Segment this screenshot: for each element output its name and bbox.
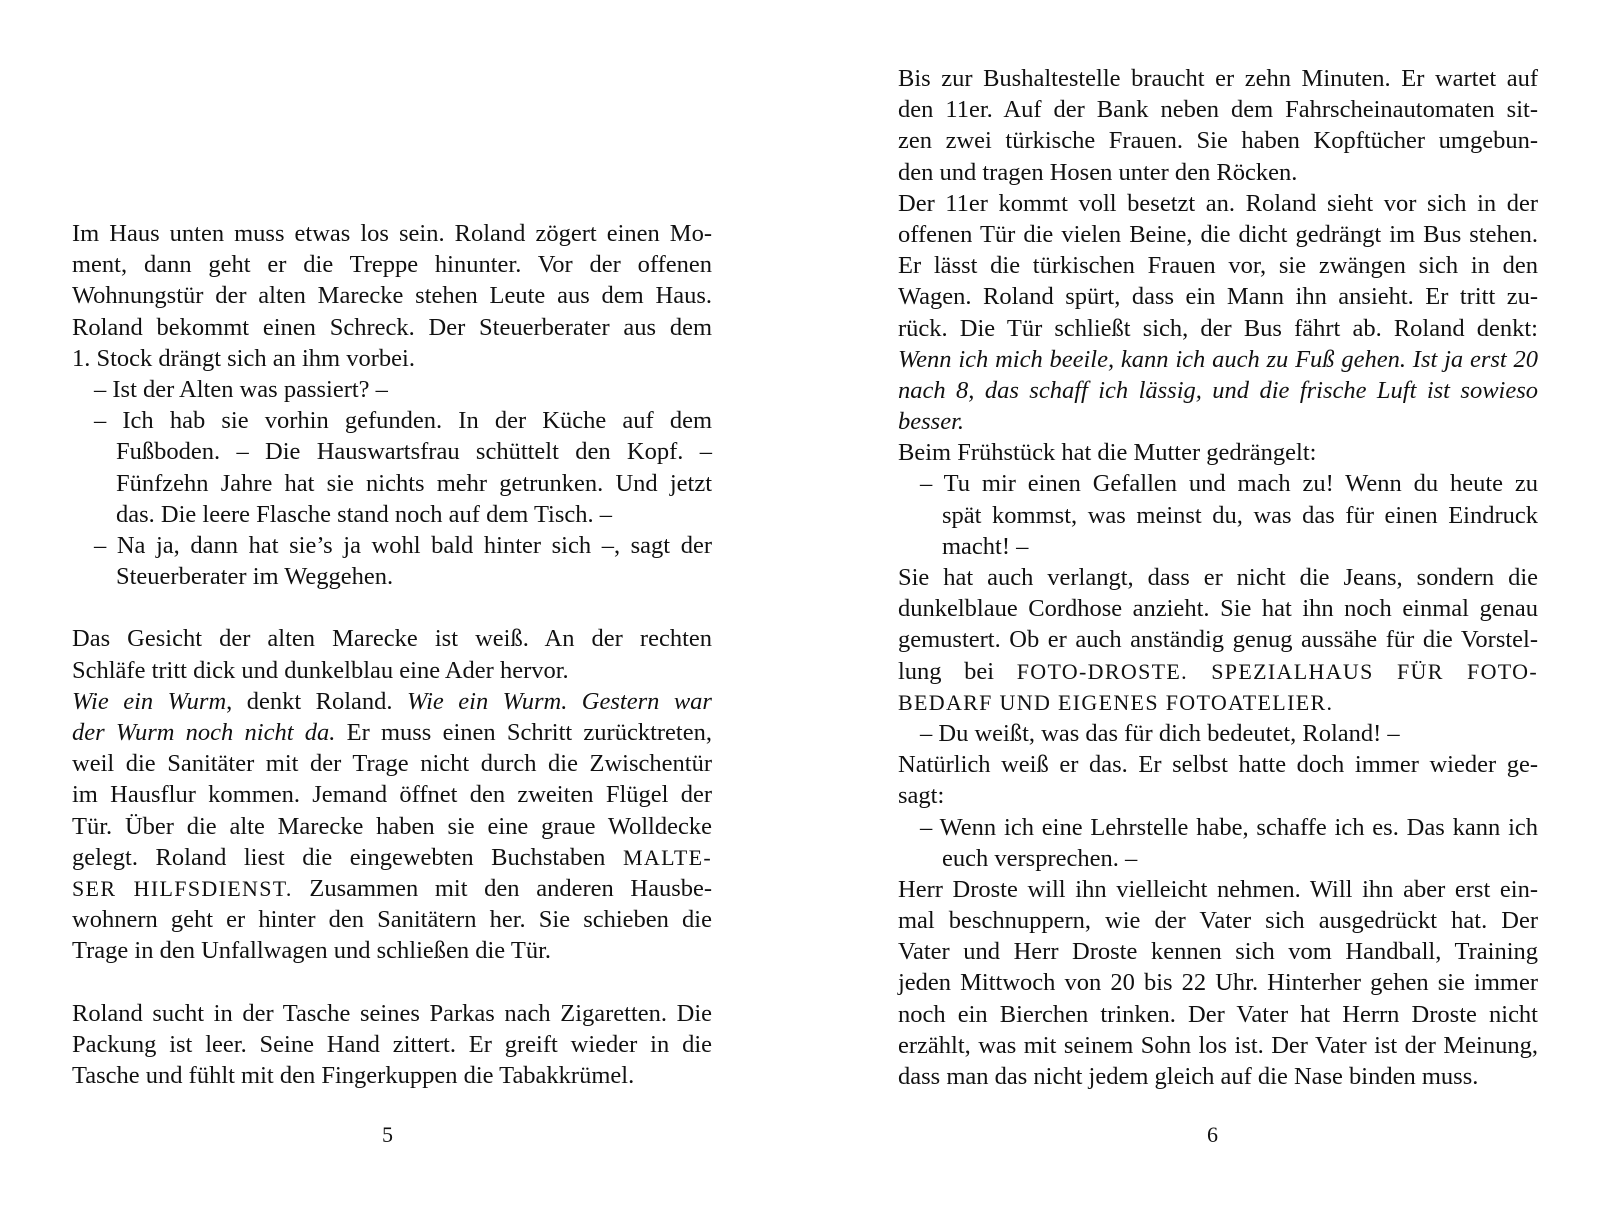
- page-number: 6: [1207, 1122, 1218, 1147]
- italic-text: Wie ein Wurm: [72, 687, 227, 715]
- text-line: Im Haus unten muss etwas los sein. Roland zögert einen Mo-: [72, 220, 712, 247]
- text-line: – Ich hab sie vorhin gefunden. In der Küche auf dem: [94, 407, 712, 435]
- text-line: zen zwei türkische Frauen. Sie haben Kopftücher umgebun-: [898, 127, 1538, 155]
- text-line: macht! –: [942, 532, 1029, 560]
- text-line: mal beschnuppern, wie der Vater sich ausgedrückt hat. Der: [898, 907, 1538, 935]
- right-page: [898, 63, 1538, 1092]
- text-line: das. Die leere Flasche stand noch auf dem Tisch. –: [116, 500, 613, 528]
- text-line: Wagen. Roland spürt, dass ein Mann ihn ansieht. Er tritt zu-: [898, 283, 1538, 311]
- text-line: Trage in den Unfallwagen und schließen die Tür.: [72, 937, 552, 965]
- text-line: [898, 406, 1538, 437]
- text-line: Natürlich weiß er das. Er selbst hatte doch immer wieder ge-: [898, 751, 1538, 779]
- text-line: – Wenn ich eine Lehrstelle habe, schaffe ich es. Das kann ich: [920, 813, 1538, 841]
- text-line: offenen Tür die vielen Beine, die dicht gedrängt im Bus stehen.: [898, 220, 1538, 248]
- text-line: [72, 873, 712, 904]
- italic-text: der Wurm noch nicht da.: [72, 719, 336, 746]
- text-line: [898, 687, 1538, 718]
- text-segment: Er muss einen Schritt zurücktreten,: [335, 719, 712, 746]
- text-line: dass man das nicht jedem gleich auf die Nase binden muss.: [898, 1063, 1479, 1090]
- text-line: [72, 686, 712, 717]
- text-line: den 11er. Auf der Bank neben dem Fahrscheinautomaten sit-: [898, 96, 1538, 124]
- left-page: [72, 218, 712, 1091]
- text-line: Tür. Über die alte Marecke haben sie eine graue Wolldecke: [72, 812, 712, 840]
- text-line: Herr Droste will ihn vielleicht nehmen. Will ihn aber erst ein-: [898, 875, 1538, 903]
- text-segment: lung bei: [898, 657, 1017, 685]
- small-caps-text: MALTE-: [623, 844, 712, 870]
- italic-text: Wie ein Wurm. Gestern war: [407, 687, 712, 715]
- text-line: jeden Mittwoch von 20 bis 22 Uhr. Hinterher gehen sie immer: [898, 969, 1538, 997]
- text-line: den und tragen Hosen unter den Röcken.: [898, 158, 1298, 186]
- text-line: Beim Frühstück hat die Mutter gedrängelt:: [898, 439, 1317, 467]
- text-line: Vater und Herr Droste kennen sich vom Handball, Training: [898, 938, 1538, 966]
- text-line: Roland sucht in der Tasche seines Parkas nach Zigaretten. Die: [72, 999, 712, 1027]
- text-line: wohnern geht er hinter den Sanitätern her. Sie schieben die: [72, 906, 712, 934]
- paragraph-gap: [72, 967, 712, 998]
- text-line: spät kommst, was meinst du, was das für einen Eindruck: [942, 501, 1538, 529]
- small-caps-text: FOTO-DROSTE. SPEZIALHAUS FÜR FOTO-: [1016, 658, 1538, 684]
- text-line: Packung ist leer. Seine Hand zittert. Er greift wieder in die: [72, 1030, 712, 1058]
- text-segment: Zusammen mit den anderen Hausbe-: [292, 874, 713, 902]
- text-line: [898, 656, 1538, 687]
- text-line: Wohnungstür der alten Marecke stehen Leute aus dem Haus.: [72, 282, 712, 310]
- text-segment: gelegt. Roland liest die eingewebten Buchstaben: [72, 843, 623, 871]
- page-number: 5: [382, 1122, 393, 1147]
- text-line: – Tu mir einen Gefallen und mach zu! Wenn du heute zu: [920, 470, 1538, 498]
- text-line: rück. Die Tür schließt sich, der Bus fährt ab. Roland denkt:: [898, 314, 1538, 342]
- small-caps-text: BEDARF UND EIGENES FOTOATELIER.: [898, 689, 1334, 715]
- text-line: 1. Stock drängt sich an ihm vorbei.: [72, 344, 415, 372]
- text-line: Schläfe tritt dick und dunkelblau eine Ader hervor.: [72, 656, 569, 684]
- text-line: noch ein Bierchen trinken. Der Vater hat Herrn Droste nicht: [898, 1000, 1538, 1028]
- text-line: – Du weißt, was das für dich bedeutet, Roland! –: [920, 719, 1400, 747]
- text-line: Fünfzehn Jahre hat sie nichts mehr getrunken. Und jetzt: [116, 469, 712, 497]
- small-caps-text: SER HILFSDIENST.: [72, 875, 293, 901]
- text-line: Der 11er kommt voll besetzt an. Roland sieht vor sich in der: [898, 189, 1538, 217]
- text-line: im Hausflur kommen. Jemand öffnet den zweiten Flügel der: [72, 781, 712, 809]
- italic-text: Wenn ich mich beeile, kann ich auch zu Fuß gehen. Ist ja erst 20: [898, 345, 1538, 373]
- text-line: Sie hat auch verlangt, dass er nicht die Jeans, sondern die: [898, 564, 1538, 591]
- text-line: gemustert. Ob er auch anständig genug aussähe für die Vorstel-: [898, 626, 1538, 654]
- italic-text: besser.: [898, 408, 965, 436]
- text-segment: , denkt Roland.: [226, 687, 408, 715]
- text-line: Steuerberater im Weggehen.: [116, 563, 394, 591]
- text-line: Fußboden. – Die Hauswartsfrau schüttelt den Kopf. –: [116, 438, 712, 466]
- text-line: sagt:: [898, 782, 945, 810]
- text-line: – Ist der Alten was passiert? –: [94, 375, 388, 403]
- paragraph-gap: [72, 592, 712, 623]
- text-line: erzählt, was mit seinem Sohn los ist. Der Vater ist der Meinung,: [898, 1031, 1538, 1059]
- text-line: [898, 375, 1538, 406]
- text-line: Das Gesicht der alten Marecke ist weiß. An der rechten: [72, 625, 712, 653]
- text-line: Tasche und fühlt mit den Fingerkuppen die Tabakkrümel.: [72, 1062, 635, 1090]
- text-line: Er lässt die türkischen Frauen vor, sie zwängen sich in den: [898, 252, 1538, 280]
- text-line: dunkelblaue Cordhose anzieht. Sie hat ihn noch einmal genau: [898, 595, 1538, 623]
- text-line: weil die Sanitäter mit der Trage nicht durch die Zwischentür: [72, 750, 712, 778]
- text-line: Bis zur Bushaltestelle braucht er zehn Minuten. Er wartet auf: [898, 65, 1538, 92]
- text-line: – Na ja, dann hat sie’s ja wohl bald hinter sich –, sagt der: [94, 531, 712, 559]
- text-line: ment, dann geht er die Treppe hinunter. Vor der offenen: [72, 251, 712, 279]
- text-line: [72, 717, 712, 748]
- text-line: euch versprechen. –: [942, 844, 1138, 872]
- italic-text: nach 8, das schaff ich lässig, und die frische Luft ist sowieso: [898, 376, 1538, 404]
- text-line: [72, 842, 712, 873]
- text-line: Roland bekommt einen Schreck. Der Steuerberater aus dem: [72, 313, 712, 341]
- text-line: [898, 344, 1538, 375]
